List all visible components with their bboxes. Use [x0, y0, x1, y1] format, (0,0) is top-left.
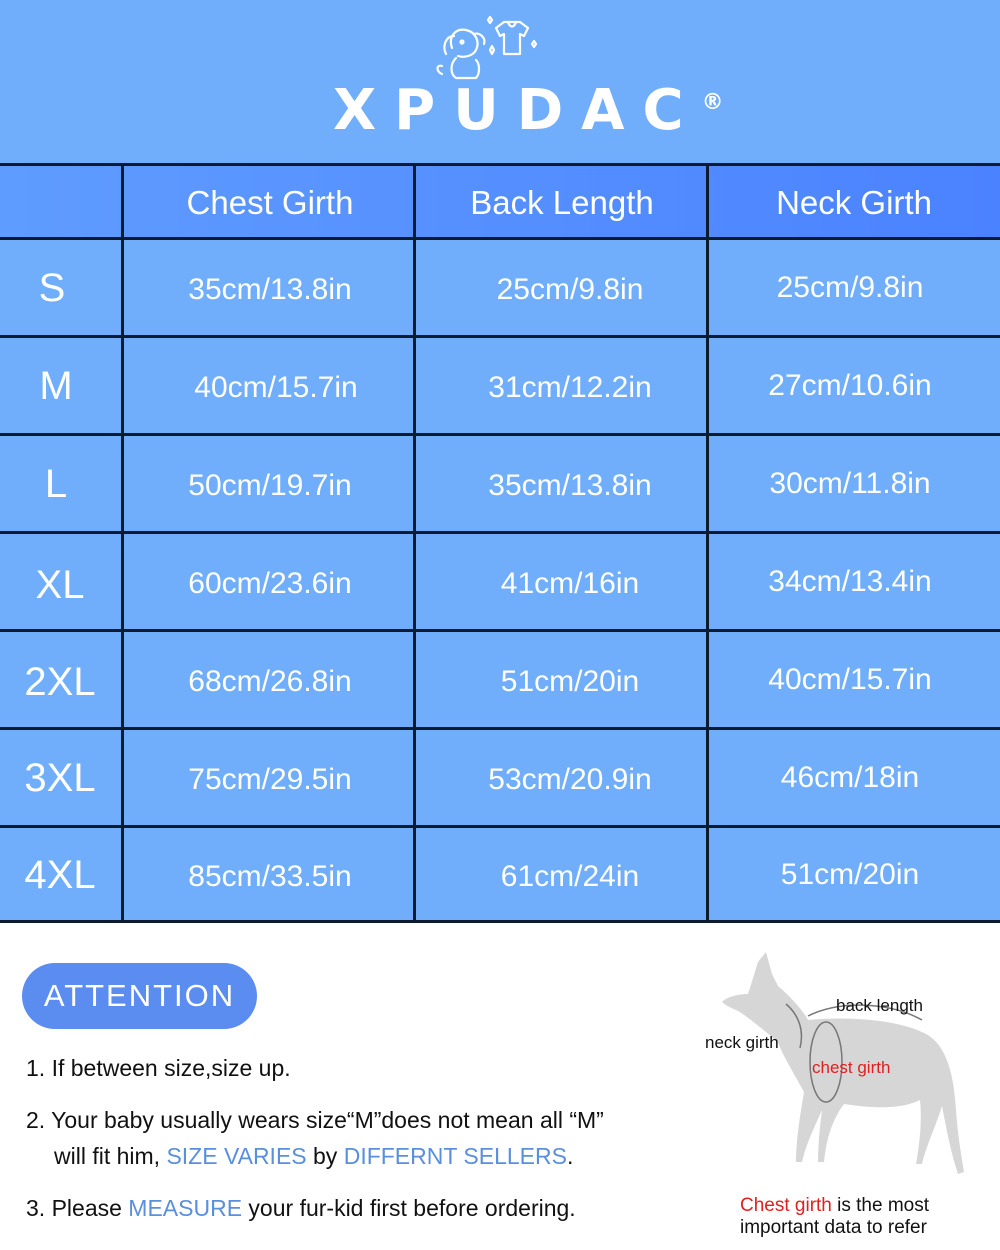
note-2-line-2 — [54, 1134, 573, 1178]
brand-logo — [333, 78, 724, 144]
grid-line — [121, 163, 124, 923]
header-chest-girth: Chest Girth — [186, 184, 354, 221]
caption-highlight: Chest girth — [740, 1195, 832, 1216]
registered-mark: ® — [701, 90, 724, 115]
brand-name: XPUDAC — [333, 78, 702, 143]
row-back-value: 25cm/9.8in — [496, 273, 644, 306]
note-2-line-1: 2. Your baby usually wears size“M”does not mean all “M” — [26, 1107, 604, 1133]
row-size-label: 3XL — [24, 755, 96, 800]
highlight-measure: MEASURE — [128, 1195, 243, 1221]
row-neck-value: 46cm/18in — [780, 761, 920, 794]
attention-badge: ATTENTION — [22, 963, 257, 1029]
header-back-length: Back Length — [470, 184, 654, 221]
grid-line — [0, 920, 1000, 923]
row-back-value: 35cm/13.8in — [488, 469, 652, 502]
grid-line — [0, 335, 1000, 338]
note-text: . — [566, 1143, 574, 1169]
row-size-label: S — [38, 265, 66, 310]
note-text: 3. Please — [26, 1195, 129, 1221]
row-neck-value: 34cm/13.4in — [768, 565, 932, 598]
caption-text: is the most — [831, 1195, 930, 1216]
grid-line — [0, 163, 1000, 166]
note-1: 1. If between size,size up. — [26, 1055, 291, 1081]
highlight-size-varies: SIZE VARIES — [166, 1143, 307, 1169]
row-neck-value: 25cm/9.8in — [776, 271, 924, 304]
row-size-label: M — [39, 363, 73, 408]
label-back-length: back length — [836, 996, 923, 1015]
row-chest-value: 50cm/19.7in — [188, 469, 352, 502]
grid-line — [0, 531, 1000, 534]
note-text: your fur-kid first before ordering. — [242, 1195, 576, 1221]
label-neck-girth: neck girth — [705, 1033, 779, 1052]
grid-line — [0, 433, 1000, 436]
row-size-label: L — [44, 461, 68, 506]
grid-line — [0, 727, 1000, 730]
caption-text: important data to refer — [740, 1217, 927, 1238]
row-back-value: 51cm/20in — [500, 665, 640, 698]
row-neck-value: 51cm/20in — [780, 858, 920, 891]
note-text: by — [306, 1143, 344, 1169]
row-neck-value: 27cm/10.6in — [768, 369, 932, 402]
dog-tshirt-logo-icon — [430, 14, 540, 86]
size-chart-table — [0, 163, 1000, 923]
row-back-value: 31cm/12.2in — [488, 371, 652, 404]
row-chest-value: 75cm/29.5in — [188, 763, 352, 796]
row-chest-value: 60cm/23.6in — [188, 567, 352, 600]
brand-header — [0, 0, 1000, 163]
highlight-different-sellers: DIFFERNT SELLERS — [343, 1143, 567, 1169]
grid-line — [706, 163, 709, 923]
header-neck-girth: Neck Girth — [776, 184, 932, 221]
row-neck-value: 40cm/15.7in — [768, 663, 932, 696]
row-size-label: XL — [35, 562, 85, 607]
row-back-value: 61cm/24in — [500, 860, 640, 893]
note-3 — [26, 1186, 576, 1230]
label-chest-girth: chest girth — [812, 1058, 891, 1077]
grid-line — [0, 629, 1000, 632]
grid-line — [413, 163, 416, 923]
row-size-label: 2XL — [24, 659, 96, 704]
grid-line — [0, 825, 1000, 828]
note-text: will fit him, — [54, 1143, 167, 1169]
grid-line — [0, 237, 1000, 240]
row-neck-value: 30cm/11.8in — [769, 467, 931, 500]
row-chest-value: 85cm/33.5in — [188, 860, 352, 893]
row-chest-value: 40cm/15.7in — [194, 371, 358, 404]
dog-caption — [740, 1195, 990, 1239]
row-back-value: 41cm/16in — [500, 567, 640, 600]
row-chest-value: 68cm/26.8in — [188, 665, 352, 698]
row-chest-value: 35cm/13.8in — [188, 273, 352, 306]
row-back-value: 53cm/20.9in — [488, 763, 652, 796]
row-size-label: 4XL — [24, 852, 96, 897]
